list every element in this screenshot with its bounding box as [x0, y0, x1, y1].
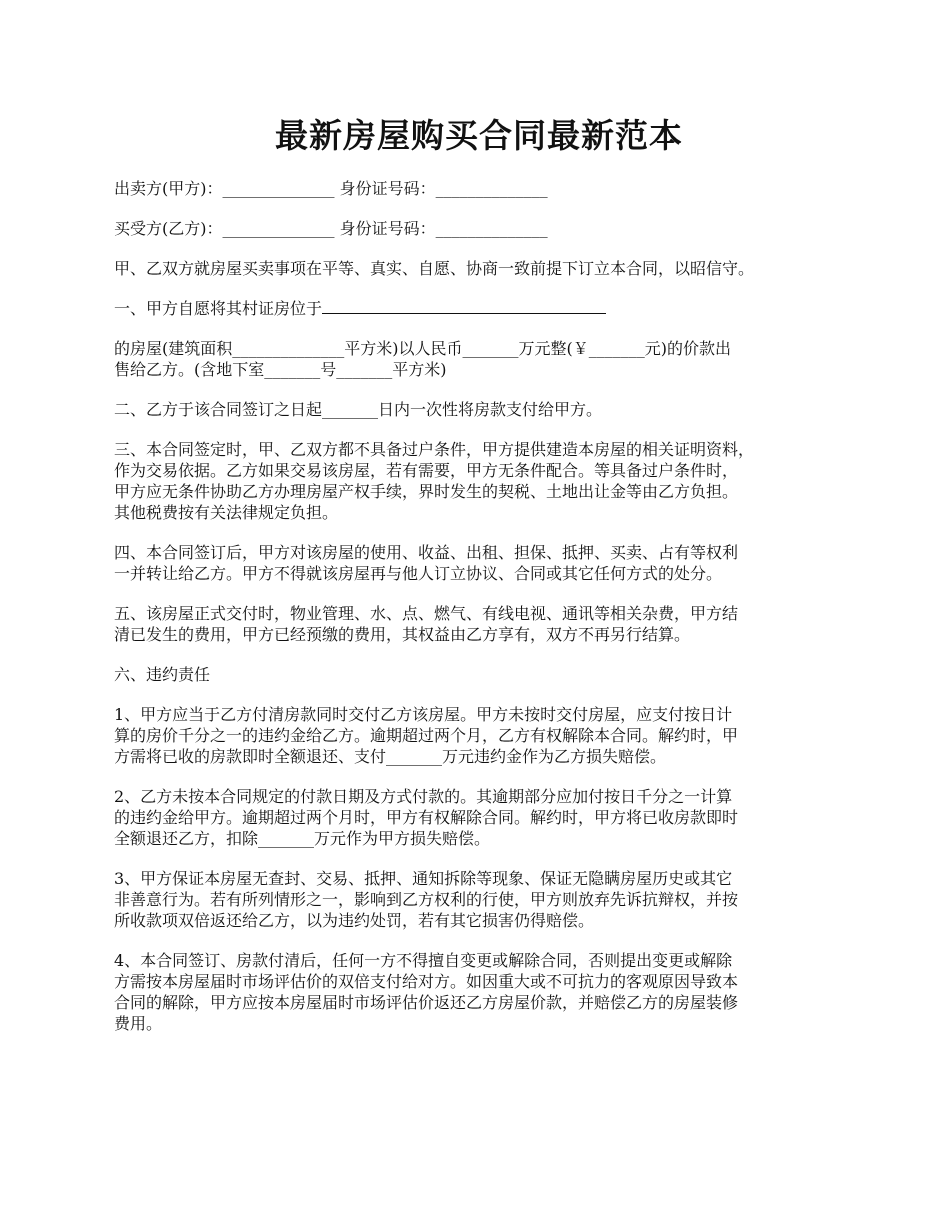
- clause-1-price: 的房屋(建筑面积______________平方米)以人民币_______万元整(￥_______元)的价款出 售给乙方。(含地下室_______号_______平方米): [114, 339, 731, 379]
- breach-item-1: 1、甲方应当于乙方付清房款同时交付乙方该房屋。甲方未按时交付房屋，应支付按日计 算的房价千分之一的违约金给乙方。逾期超过两个月，乙方有权解除本合同。解约时，甲 方需将已收的房款即时全额退还、支付_______万元违约金作为乙方损失赔偿。: [114, 705, 739, 766]
- seller-line: 出卖方(甲方)：______________ 身份证号码：______________: [114, 179, 548, 198]
- breach-item-2: 2、乙方未按本合同规定的付款日期及方式付款的。其逾期部分应加付按日千分之一计算 的违约金给甲方。逾期超过两个月时，甲方有权解除合同。解约时，甲方将已收房款即时 全额退还乙方，扣除_______万元作为甲方损失赔偿。: [114, 787, 739, 848]
- clause-6-heading: 六、违约责任: [114, 665, 211, 684]
- location-blank: [322, 299, 606, 314]
- clause-5: 五、该房屋正式交付时，物业管理、水、点、燃气、有线电视、通讯等相关杂费，甲方结 清已发生的费用，甲方已经预缴的费用，其权益由乙方享有，双方不再另行结算。: [114, 604, 739, 644]
- document-page: [114, 108, 844, 1053]
- clause-1-text: 一、甲方自愿将其村证房位于: [114, 299, 323, 318]
- buyer-line: 买受方(乙方)：______________ 身份证号码：______________: [114, 219, 548, 238]
- clause-1-location: [114, 298, 844, 319]
- document-title: 最新房屋购买合同最新范本: [275, 116, 683, 155]
- clause-2: 二、乙方于该合同签订之日起_______日内一次性将房款支付给甲方。: [114, 400, 603, 419]
- preamble-paragraph: 甲、乙双方就房屋买卖事项在平等、真实、自愿、协商一致前提下订立本合同，以昭信守。: [114, 259, 755, 278]
- breach-item-3: 3、甲方保证本房屋无查封、交易、抵押、通知拆除等现象、保证无隐瞒房屋历史或其它 非善意行为。若有所列情形之一，影响到乙方权利的行使，甲方则放弃先诉抗辩权，并按 所收款项双倍返还给乙方，以为违约处罚，若有其它损害仍得赔偿。: [114, 869, 739, 930]
- clause-3: 三、本合同签定时，甲、乙双方都不具备过户条件，甲方提供建造本房屋的相关证明资料， 作为交易依据。乙方如果交易该房屋，若有需要，甲方无条件配合。等具备过户条件时， 甲方应无条件协助乙方办理房屋产权手续，界时发生的契税、土地出让金等由乙方负担。 其他税费按有关法律规定负担。: [114, 440, 755, 522]
- breach-item-4: 4、本合同签订、房款付清后，任何一方不得擅自变更或解除合同，否则提出变更或解除 方需按本房屋届时市场评估价的双倍支付给对方。如因重大或不可抗力的客观原因导致本 合同的解除，甲方应按本房屋届时市场评估价返还乙方房屋价款，并赔偿乙方的房屋装修 费用。: [114, 951, 739, 1033]
- clause-4: 四、本合同签订后，甲方对该房屋的使用、收益、出租、担保、抵押、买卖、占有等权利 一并转让给乙方。甲方不得就该房屋再与他人订立协议、合同或其它任何方式的处分。: [114, 543, 739, 583]
